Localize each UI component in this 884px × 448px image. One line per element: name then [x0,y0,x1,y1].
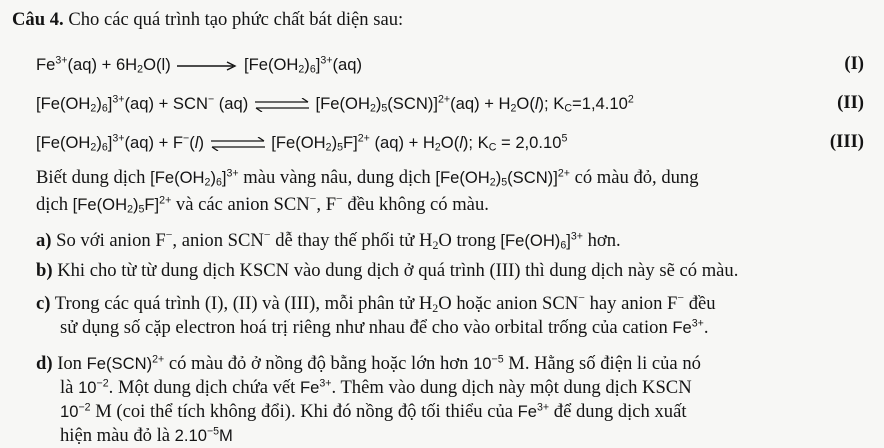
statement-d-line-4: hiện màu đỏ là $2.10^{-5}M$ [60,425,233,446]
statement-d-line-2: là $10^{-2}$. Một dung dịch chứa vết $Fe^{3+}$. Thêm vào dung dịch này một dung dịch KSCN [60,377,692,398]
statement-a-label: a) [36,230,52,251]
statement-c-label: c) [36,293,51,314]
equation-2-label: (II) [837,92,864,113]
equation-2: $[Fe(OH_2)_6]^{3+}(aq) + SCN^-$ (aq) $[Fe(OH_2)_5(SCN)]^{2+}(aq) + H_2O(l)$; $K_C=1,4.10^2$ [36,93,634,115]
equilibrium-arrow-icon [253,98,311,112]
statement-c-line-1: c) Trong các quá trình (I), (II) và (III), mỗi phân tử $H_2O$ hoặc anion SCN− hay anion F− đều [36,290,716,315]
statement-d-line-3: $10^{-2}$ M (coi thể tích không đổi). Khi đó nồng độ tối thiểu của $Fe^{3+}$ để dung dịch xuất [60,401,687,422]
statement-d-label: d) [36,353,53,374]
equation-1: $Fe^{3+}(aq) + 6H_2O(l)$ $[Fe(OH_2)_6]^{3+}(aq)$ [36,54,362,76]
statement-b-label: b) [36,260,53,281]
question-intro: Cho các quá trình tạo phức chất bát diện sau: [68,9,404,30]
equation-3: $[Fe(OH_2)_6]^{3+}(aq) + F^-(l)$ $[Fe(OH_2)_5F]^{2+}$ $(aq) + H_2O(l)$; $K_C = 2,0.10^5$ [36,132,568,154]
statement-c-line-2: sử dụng số cặp electron hoá trị riêng như nhau để cho vào orbital trống của cation $Fe^{3+}$. [60,317,709,338]
statement-b: b) Khi cho từ từ dung dịch KSCN vào dung dịch ở quá trình (III) thì dung dịch này sẽ có màu. [36,260,739,281]
forward-arrow-icon [175,60,239,72]
question-header [12,8,403,32]
equation-1-label: (I) [844,53,864,74]
equilibrium-arrow-icon [209,137,267,151]
statement-d-line-1: d) Ion Fe(SCN)$^{2+}$ có màu đỏ ở nồng độ bằng hoặc lớn hơn $10^{-5}$ M. Hằng số điện li của nó [36,353,701,374]
equation-3-label: (III) [829,131,864,152]
question-number: Câu 4. [12,9,64,30]
statement-a: a) So với anion F−, anion SCN− dễ thay thế phối tử $H_2O$ trong $[Fe(OH)_6]^{3+}$ hơn. [36,227,621,252]
info-line-1: Biết dung dịch $[Fe(OH_2)_6]^{3+}$ màu vàng nâu, dung dịch $[Fe(OH_2)_5(SCN)]^{2+}$ có màu đỏ, dung [36,167,699,189]
info-line-2: dịch $[Fe(OH_2)_5F]^{2+}$ và các anion SCN−, F− đều không có màu. [36,191,489,216]
